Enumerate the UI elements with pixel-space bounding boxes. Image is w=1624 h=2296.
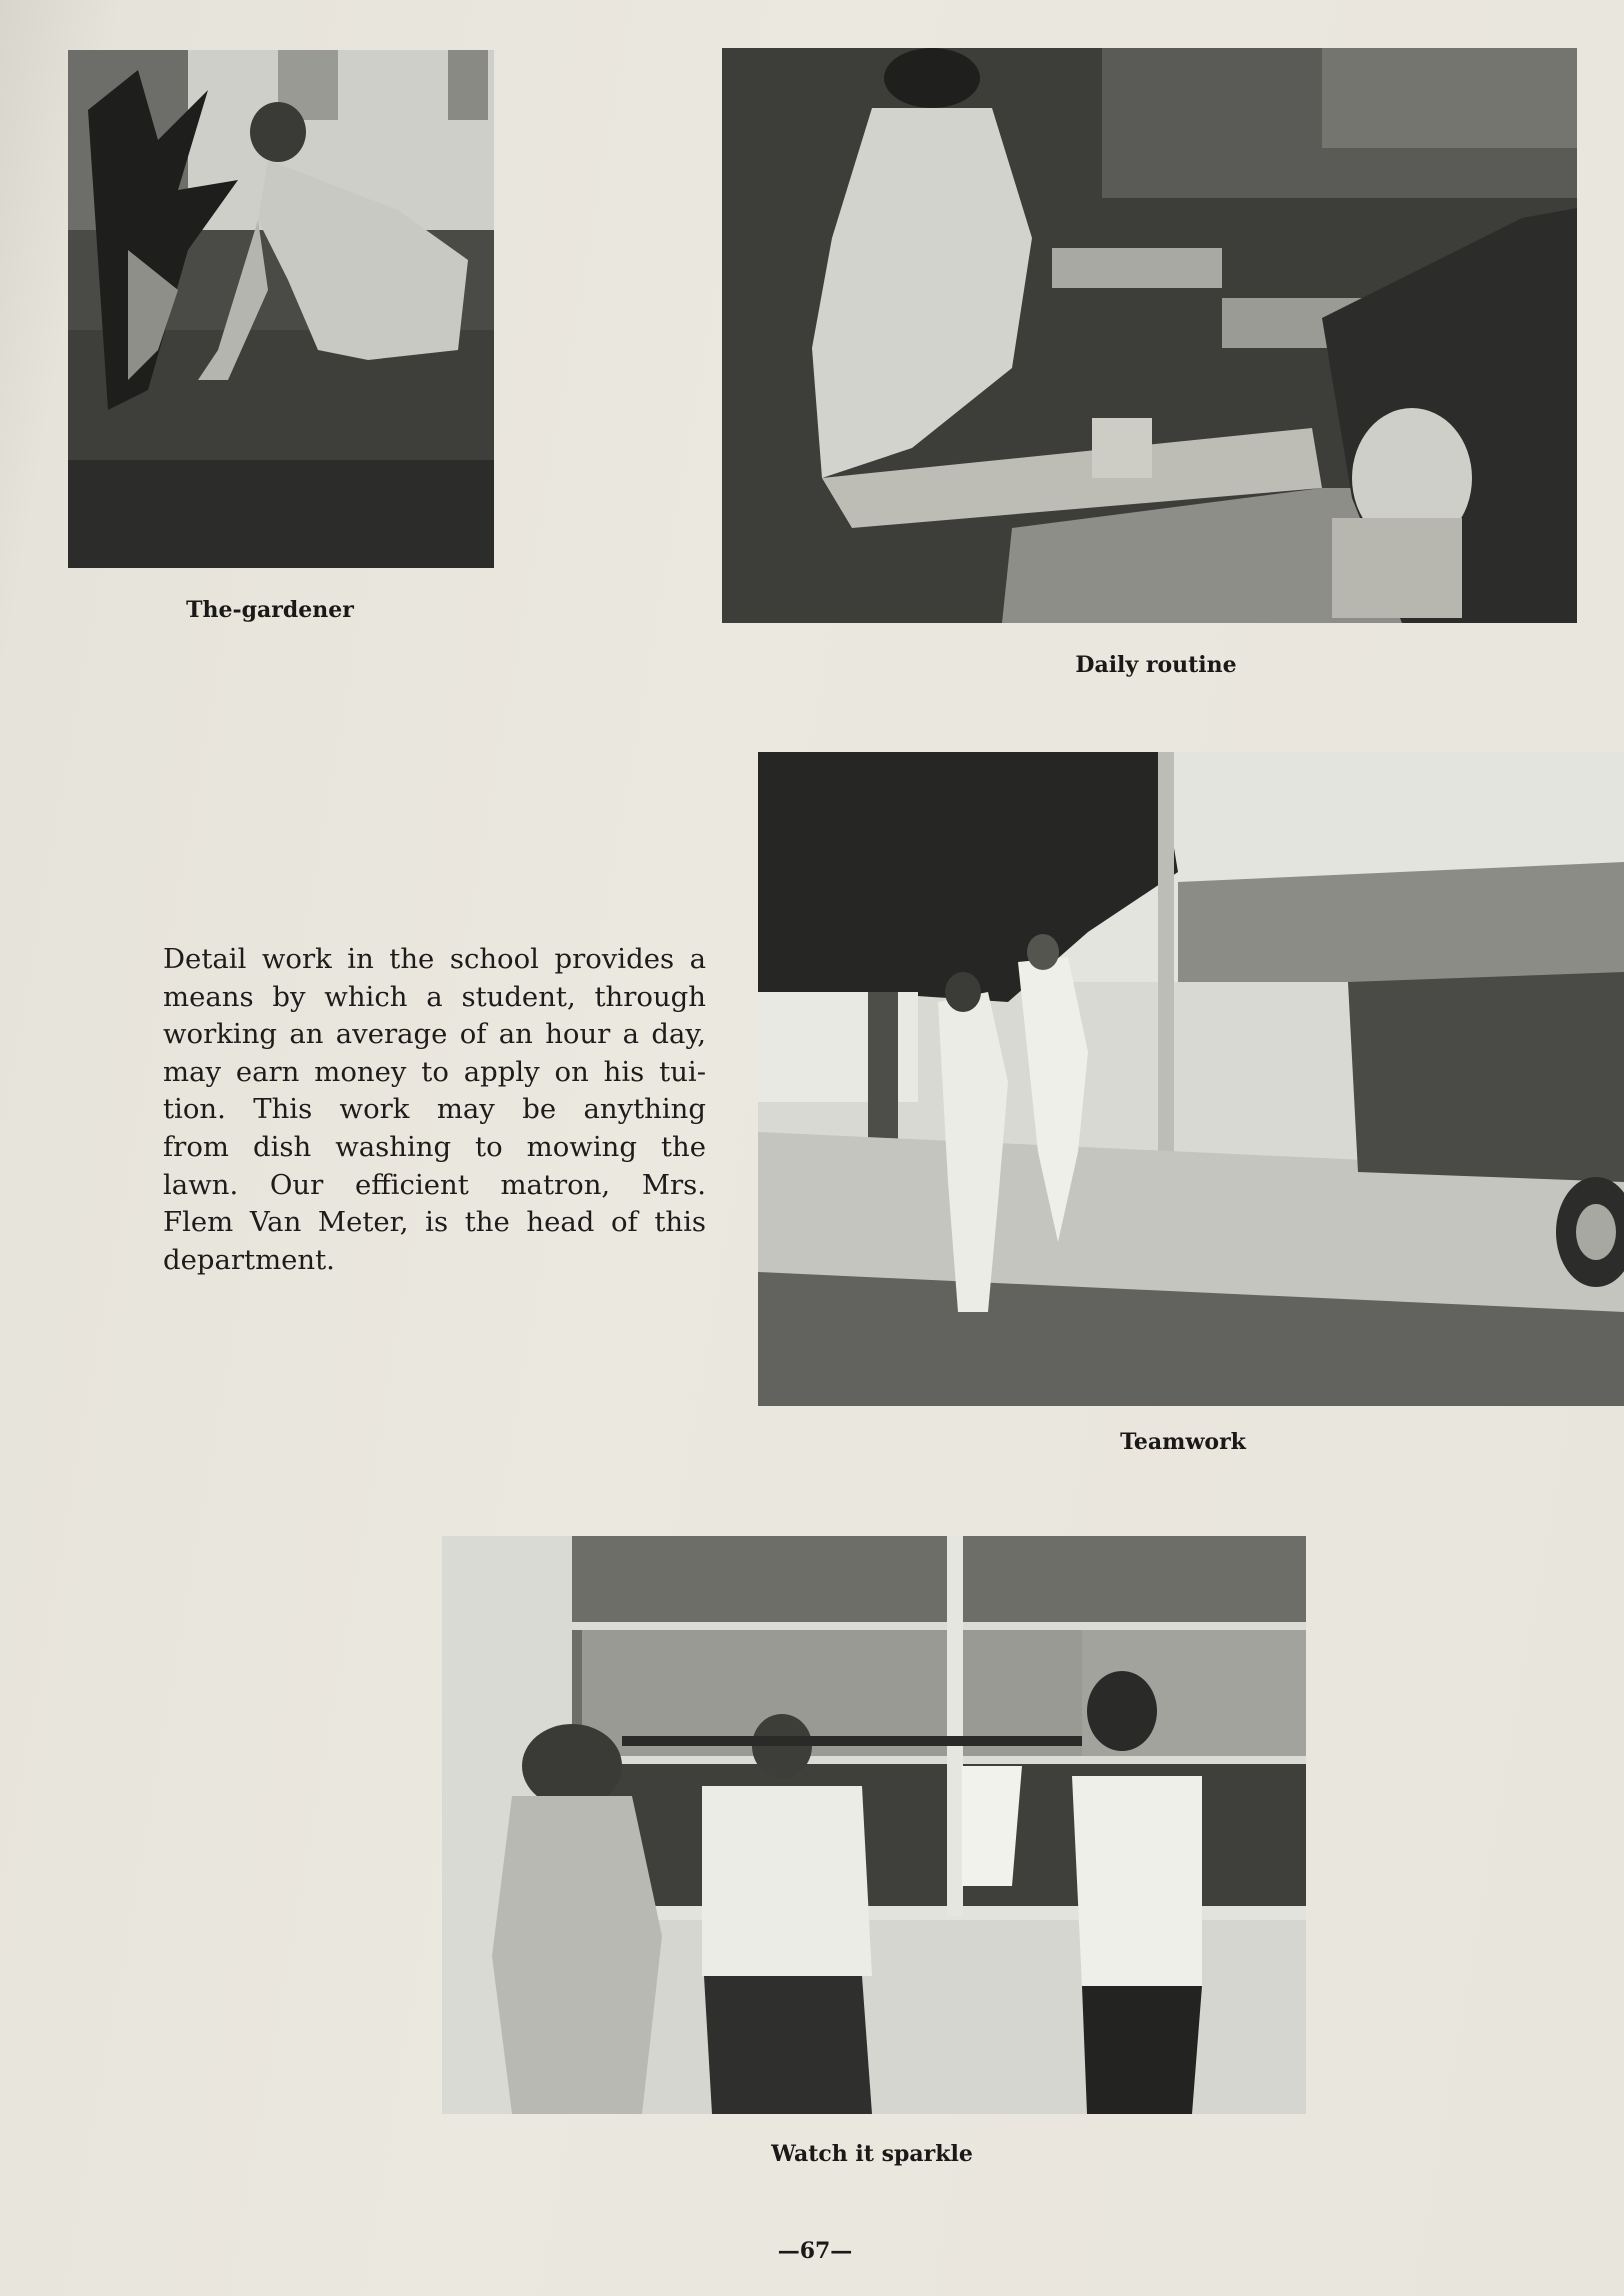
paragraph-line: Detail work in the school provides a: [163, 943, 706, 975]
watch-it-sparkle-caption: Watch it sparkle: [771, 2141, 973, 2167]
paragraph-line: lawn. Our efficient matron, Mrs.: [163, 1168, 706, 1201]
daily-routine-caption: Daily routine: [1075, 652, 1237, 678]
paragraph-line: may earn money to apply on his tui-: [163, 1055, 706, 1088]
teamwork-photo: [758, 752, 1624, 1406]
paragraph-line: Flem Van Meter, is the head of this: [163, 1206, 706, 1239]
detail-work-paragraph: [163, 941, 706, 1279]
paragraph-line: from dish washing to mowing the: [163, 1130, 706, 1163]
paragraph-line: means by which a student, through: [163, 980, 706, 1013]
paragraph-line: department.: [163, 1243, 335, 1276]
teamwork-caption: Teamwork: [1120, 1429, 1246, 1455]
gardener-caption: The-gardener: [186, 597, 354, 623]
gardener-photo: [68, 50, 494, 568]
paragraph-line: tion. This work may be anything: [163, 1093, 706, 1126]
paragraph-line: working an average of an hour a day,: [163, 1018, 706, 1051]
page-number: —67—: [777, 2238, 853, 2264]
watch-it-sparkle-photo: [442, 1536, 1306, 2114]
daily-routine-photo: [722, 48, 1577, 623]
